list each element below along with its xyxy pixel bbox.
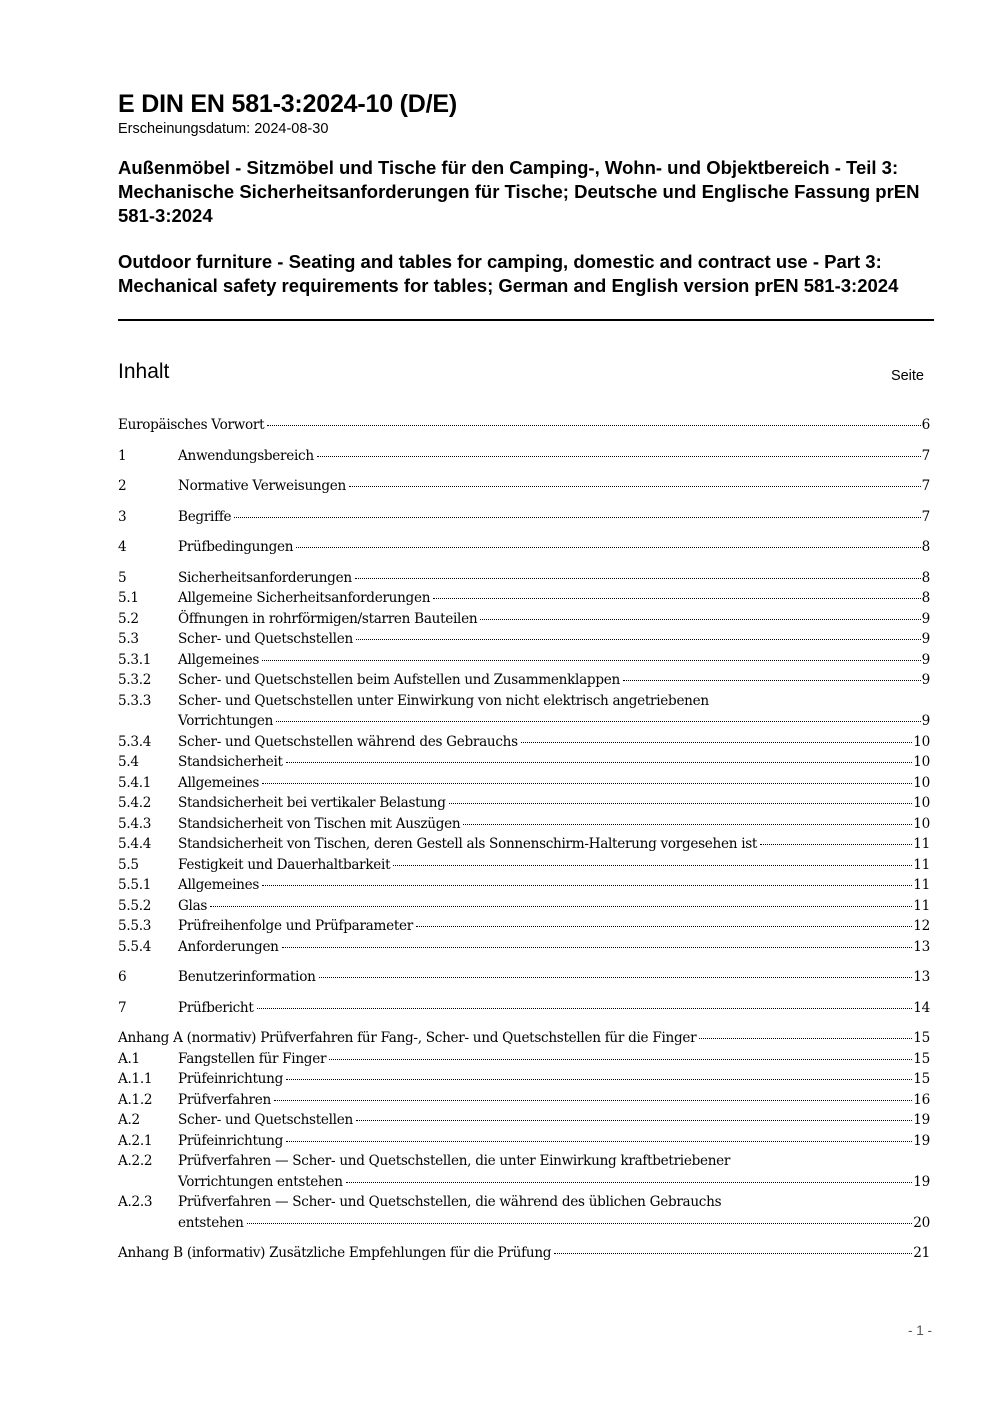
toc-entry-5-3-2[interactable]: 5.3.2 Scher- und Quetschstellen beim Aufstellen und Zusammenklappen 9 [118, 672, 930, 688]
toc-entry-a-2-3[interactable]: A.2.3 Prüfverfahren — Scher- und Quetschstellen, die während des üblichen Gebrauchs entstehen 20 [118, 1194, 930, 1231]
toc-entry-vorwort[interactable]: Europäisches Vorwort 6 [118, 417, 930, 433]
toc-entry-5-3-3[interactable]: 5.3.3 Scher- und Quetschstellen unter Einwirkung von nicht elektrisch angetriebenen Vorrichtungen 9 [118, 692, 930, 729]
toc-entry-5-1[interactable]: 5.1 Allgemeine Sicherheitsanforderungen 8 [118, 590, 930, 606]
toc-entry-4[interactable]: 4 Prüfbedingungen 8 [118, 539, 930, 555]
toc-entry-5-5[interactable]: 5.5 Festigkeit und Dauerhaltbarkeit 11 [118, 856, 930, 873]
toc-entry-5-2[interactable]: 5.2 Öffnungen in rohrförmigen/starren Bauteilen 9 [118, 610, 930, 627]
toc-entry-2[interactable]: 2 Normative Verweisungen 7 [118, 478, 930, 494]
toc-entry-a-2-2[interactable]: A.2.2 Prüfverfahren — Scher- und Quetschstellen, die unter Einwirkung kraftbetriebener Vorrichtungen entstehen 19 [118, 1153, 930, 1190]
toc-entry-a-1[interactable]: A.1 Fangstellen für Finger 15 [118, 1050, 930, 1067]
toc-entry-5-5-2[interactable]: 5.5.2 Glas 11 [118, 897, 930, 914]
toc-entry-annex-b[interactable]: Anhang B (informativ) Zusätzliche Empfehlungen für die Prüfung 21 [118, 1245, 930, 1261]
document-id: E DIN EN 581-3:2024-10 (D/E) [118, 90, 457, 118]
toc-entry-6[interactable]: 6 Benutzerinformation 13 [118, 969, 930, 985]
title-german: Außenmöbel - Sitzmöbel und Tische für den Camping-, Wohn- und Objektbereich - Teil 3: Mechanische Sicherheitsanforderungen für Tische; Deutsche und Englische Fassung prEN 581-3:2024 [118, 157, 920, 226]
toc-entry-5-3-4[interactable]: 5.3.4 Scher- und Quetschstellen während des Gebrauchs 10 [118, 733, 930, 750]
toc-entry-5-4-3[interactable]: 5.4.3 Standsicherheit von Tischen mit Auszügen 10 [118, 815, 930, 832]
toc-entry-5-4-2[interactable]: 5.4.2 Standsicherheit bei vertikaler Belastung 10 [118, 795, 930, 811]
publication-date: Erscheinungsdatum: 2024-08-30 [118, 121, 329, 137]
toc-entry-5-4-1[interactable]: 5.4.1 Allgemeines 10 [118, 774, 930, 791]
title-divider [118, 319, 934, 321]
toc-heading: Inhalt [118, 360, 170, 383]
toc-entry-5-3-1[interactable]: 5.3.1 Allgemeines 9 [118, 651, 930, 668]
toc-entry-a-1-1[interactable]: A.1.1 Prüfeinrichtung 15 [118, 1071, 930, 1087]
toc-entry-1[interactable]: 1 Anwendungsbereich 7 [118, 447, 930, 464]
toc-entry-5-5-3[interactable]: 5.5.3 Prüfreihenfolge und Prüfparameter 12 [118, 918, 930, 934]
title-english: Outdoor furniture - Seating and tables for camping, domestic and contract use - Part 3: Mechanical safety requirements for tables; German and English version prEN 581-3:2024 [118, 251, 899, 296]
toc-entry-5-4-4[interactable]: 5.4.4 Standsicherheit von Tischen, deren Gestell als Sonnenschirm-Halterung vorgesehen ist 11 [118, 836, 930, 852]
toc-entry-5-5-1[interactable]: 5.5.1 Allgemeines 11 [118, 877, 930, 893]
toc-page-column-label: Seite [890, 368, 924, 384]
toc-entry-3[interactable]: 3 Begriffe 7 [118, 508, 930, 525]
page-number: - 1 - [907, 1323, 932, 1338]
toc-entry-5-5-4[interactable]: 5.5.4 Anforderungen 13 [118, 938, 930, 955]
toc-entry-annex-a[interactable]: Anhang A (normativ) Prüfverfahren für Fang-, Scher- und Quetschstellen für die Finger 15 [118, 1030, 930, 1046]
toc-entry-5[interactable]: 5 Sicherheitsanforderungen 8 [118, 569, 930, 586]
table-of-contents [118, 415, 930, 1264]
toc-entry-a-2[interactable]: A.2 Scher- und Quetschstellen 19 [118, 1112, 930, 1128]
toc-entry-7[interactable]: 7 Prüfbericht 14 [118, 999, 930, 1016]
toc-entry-a-2-1[interactable]: A.2.1 Prüfeinrichtung 19 [118, 1132, 930, 1149]
toc-entry-5-3[interactable]: 5.3 Scher- und Quetschstellen 9 [118, 631, 930, 647]
toc-entry-a-1-2[interactable]: A.1.2 Prüfverfahren 16 [118, 1091, 930, 1108]
toc-entry-5-4[interactable]: 5.4 Standsicherheit 10 [118, 754, 930, 770]
